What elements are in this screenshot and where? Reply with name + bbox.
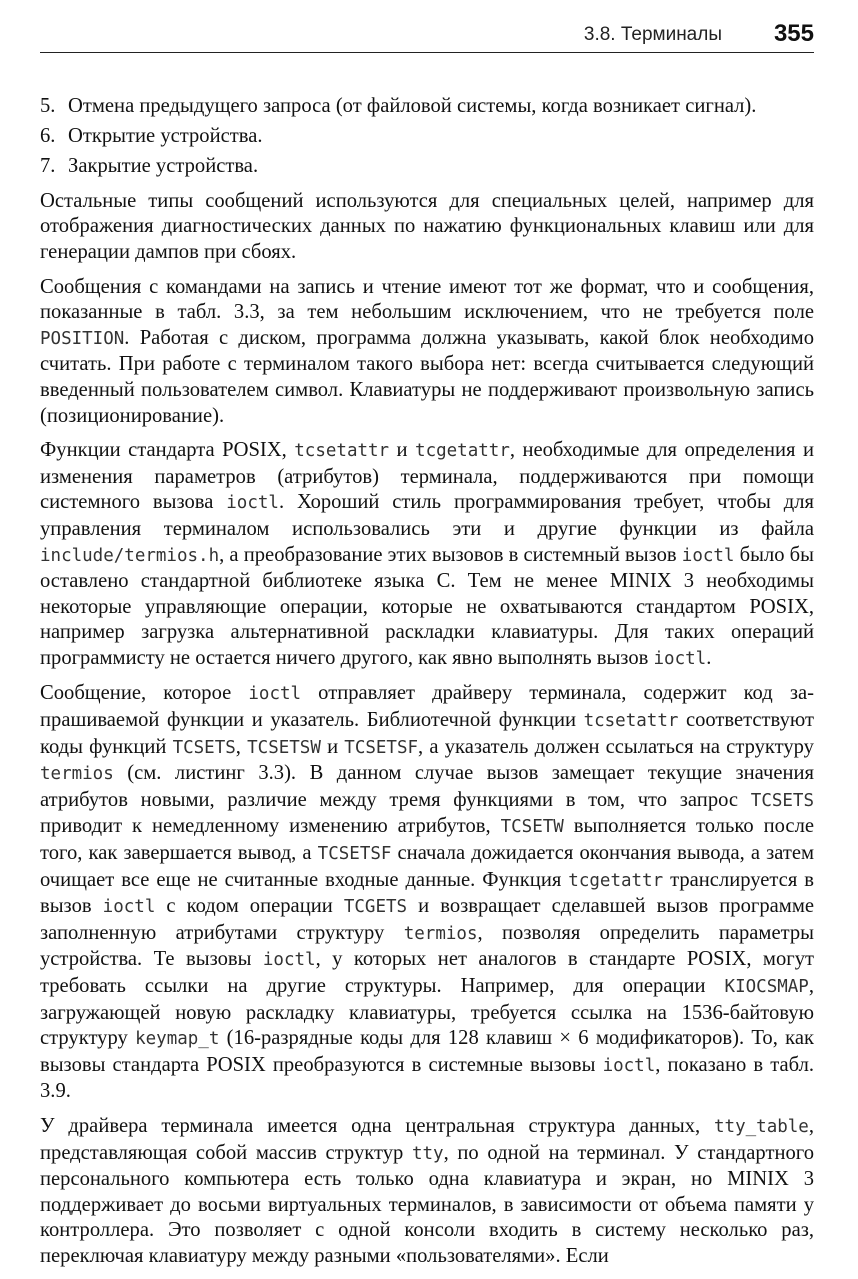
running-head xyxy=(40,20,814,53)
code-term: ioctl xyxy=(226,493,279,514)
list-item-text: Открытие устройства. xyxy=(68,125,263,148)
code-term: TCSETSF xyxy=(317,844,392,865)
code-term: ioctl xyxy=(681,545,735,566)
paragraph-read-write: Сообщения с командами на запись и чтение имеют тот же формат, что и сообщения, показанные в табл. 3.3, за тем небольшим исключением, что не требуется поле POSITION. Работая с диском, программа должна указывать, какой блок необходимо считать. При работе с терминалом такого выбора нет: всегда считывается следующий введенный пользователем символ. Клавиатуры не поддерживают произвольную запись (позиционирование). xyxy=(40,275,814,427)
list-item xyxy=(40,124,814,150)
paragraph-ioctl-message: Сообщение, которое ioctl отправляет драйверу терминала, содержит код запрашиваемой функции и указатель. Библиотечной функции tcsetattr соответствуют коды функций TCSETS, TCSETSW и TCSETSF, а указатель должен ссылаться на структуру termios (см. листинг 3.3). В данном случае вызов замещает текущие значения атрибутов новыми, различие между тремя функциями в том, что запрос TCSETS приводит к немедленному изменению атрибутов, TCSETW выполняется только после того, как завершается вывод, а TCSETSF сначала дожидается окончания вывода, а затем очищает все еще не считанные входные данные. Функция tcgetattr транслируется в вызов ioctl с кодом операции TCGETS и возвращает сделавшей вызов программе заполненную атрибутами структуру termios, позволяя определить параметры устройства. Те вызовы ioctl, у которых нет аналогов в стандарте POSIX, могут требовать ссылки на другие структуры. Например, для операции KIOCSMAP, загружающей новую раскладку клавиатуры, требуется ссылка на 1536-байтовую структуру keymap_t (16-разрядные коды для 128 клавиш × 6 модификаторов). То, как вызовы стандарта POSIX преобразуются в системные вызовы ioctl, показано в табл. 3.9. xyxy=(40,682,814,1103)
paragraph-posix-functions: Функции стандарта POSIX, tcsetattr и tcgetattr, необходимые для определения и изменения параметров (атрибутов) терминала, поддерживаются при помощи системного вызова ioctl. Хороший стиль программирования требует, чтобы для управления терминалом использовались эти и другие функции из файла include/termios.h, а преобразование этих вызовов в системный вызов ioctl было бы оставлено стандартной библиотеке языка С. Тем не менее MINIX 3 необходимы некоторые управляющие операции, которые не охватываются стандартом POSIX, например загрузка альтернативной раскладки клавиатуры. Для таких операций программисту не остается ничего другого, как явно выполнять вызов ioctl. xyxy=(40,439,814,669)
code-term: ioctl xyxy=(262,950,316,971)
code-term: TCSETSW xyxy=(247,737,321,758)
paragraph-message-types: Остальные типы сообщений используются для специальных целей, например для отображения диагностических данных по нажатию функциональных клавиш или для генерации дампов при сбоях. xyxy=(40,189,814,263)
code-term: TCSETS xyxy=(172,737,236,758)
code-term: keymap_t xyxy=(135,1029,220,1050)
list-item-text: Закрытие устройства. xyxy=(68,155,259,178)
list-item-number: 7. xyxy=(40,155,56,178)
section-title: 3.8. Терминалы xyxy=(583,24,722,45)
list-item xyxy=(40,94,814,120)
code-term: TCSETW xyxy=(500,817,564,838)
code-term: POSITION xyxy=(40,328,125,349)
paragraph-tty-table: У драйвера терминала имеется одна центральная структура данных, tty_table, представляющая собой массив структур tty, по одной на терминал. У стандартного персонального компьютера есть только одна клавиатура и экран, но MINIX 3 поддерживает до восьми виртуальных терминалов, в зависимости от объема памяти у контроллера. Это позволяет с одной консоли входить в систему несколько раз, переключая клавиатуру между разными «пользователями». Если xyxy=(40,1114,814,1267)
code-term: ioctl xyxy=(602,1055,656,1076)
page-number: 355 xyxy=(773,20,814,47)
code-term: termios xyxy=(403,923,478,944)
code-term: TCSETS xyxy=(750,790,814,811)
code-term: tcgetattr xyxy=(568,870,664,891)
body-text xyxy=(40,94,814,1279)
code-term: ioctl xyxy=(248,684,302,705)
code-term: ioctl xyxy=(653,648,707,669)
code-term: tty_table xyxy=(714,1116,809,1137)
code-term: KIOCSMAP xyxy=(724,977,809,997)
list-item-text: Отмена предыдущего запроса (от файловой системы, когда возникает сигнал). xyxy=(68,95,757,117)
code-term: tcgetattr xyxy=(415,441,510,462)
list-item-number: 5. xyxy=(40,95,56,117)
code-term: tty xyxy=(411,1143,444,1164)
code-term: TCGETS xyxy=(343,897,408,918)
code-term: tcsetattr xyxy=(294,441,390,462)
code-term: TCSETSF xyxy=(344,737,419,758)
list-item xyxy=(40,154,814,180)
code-term: ioctl xyxy=(102,897,156,918)
list-item-number: 6. xyxy=(40,125,56,148)
code-term: termios xyxy=(40,764,114,785)
code-term: include/termios.h xyxy=(40,545,220,566)
code-term: tcsetattr xyxy=(583,711,679,732)
